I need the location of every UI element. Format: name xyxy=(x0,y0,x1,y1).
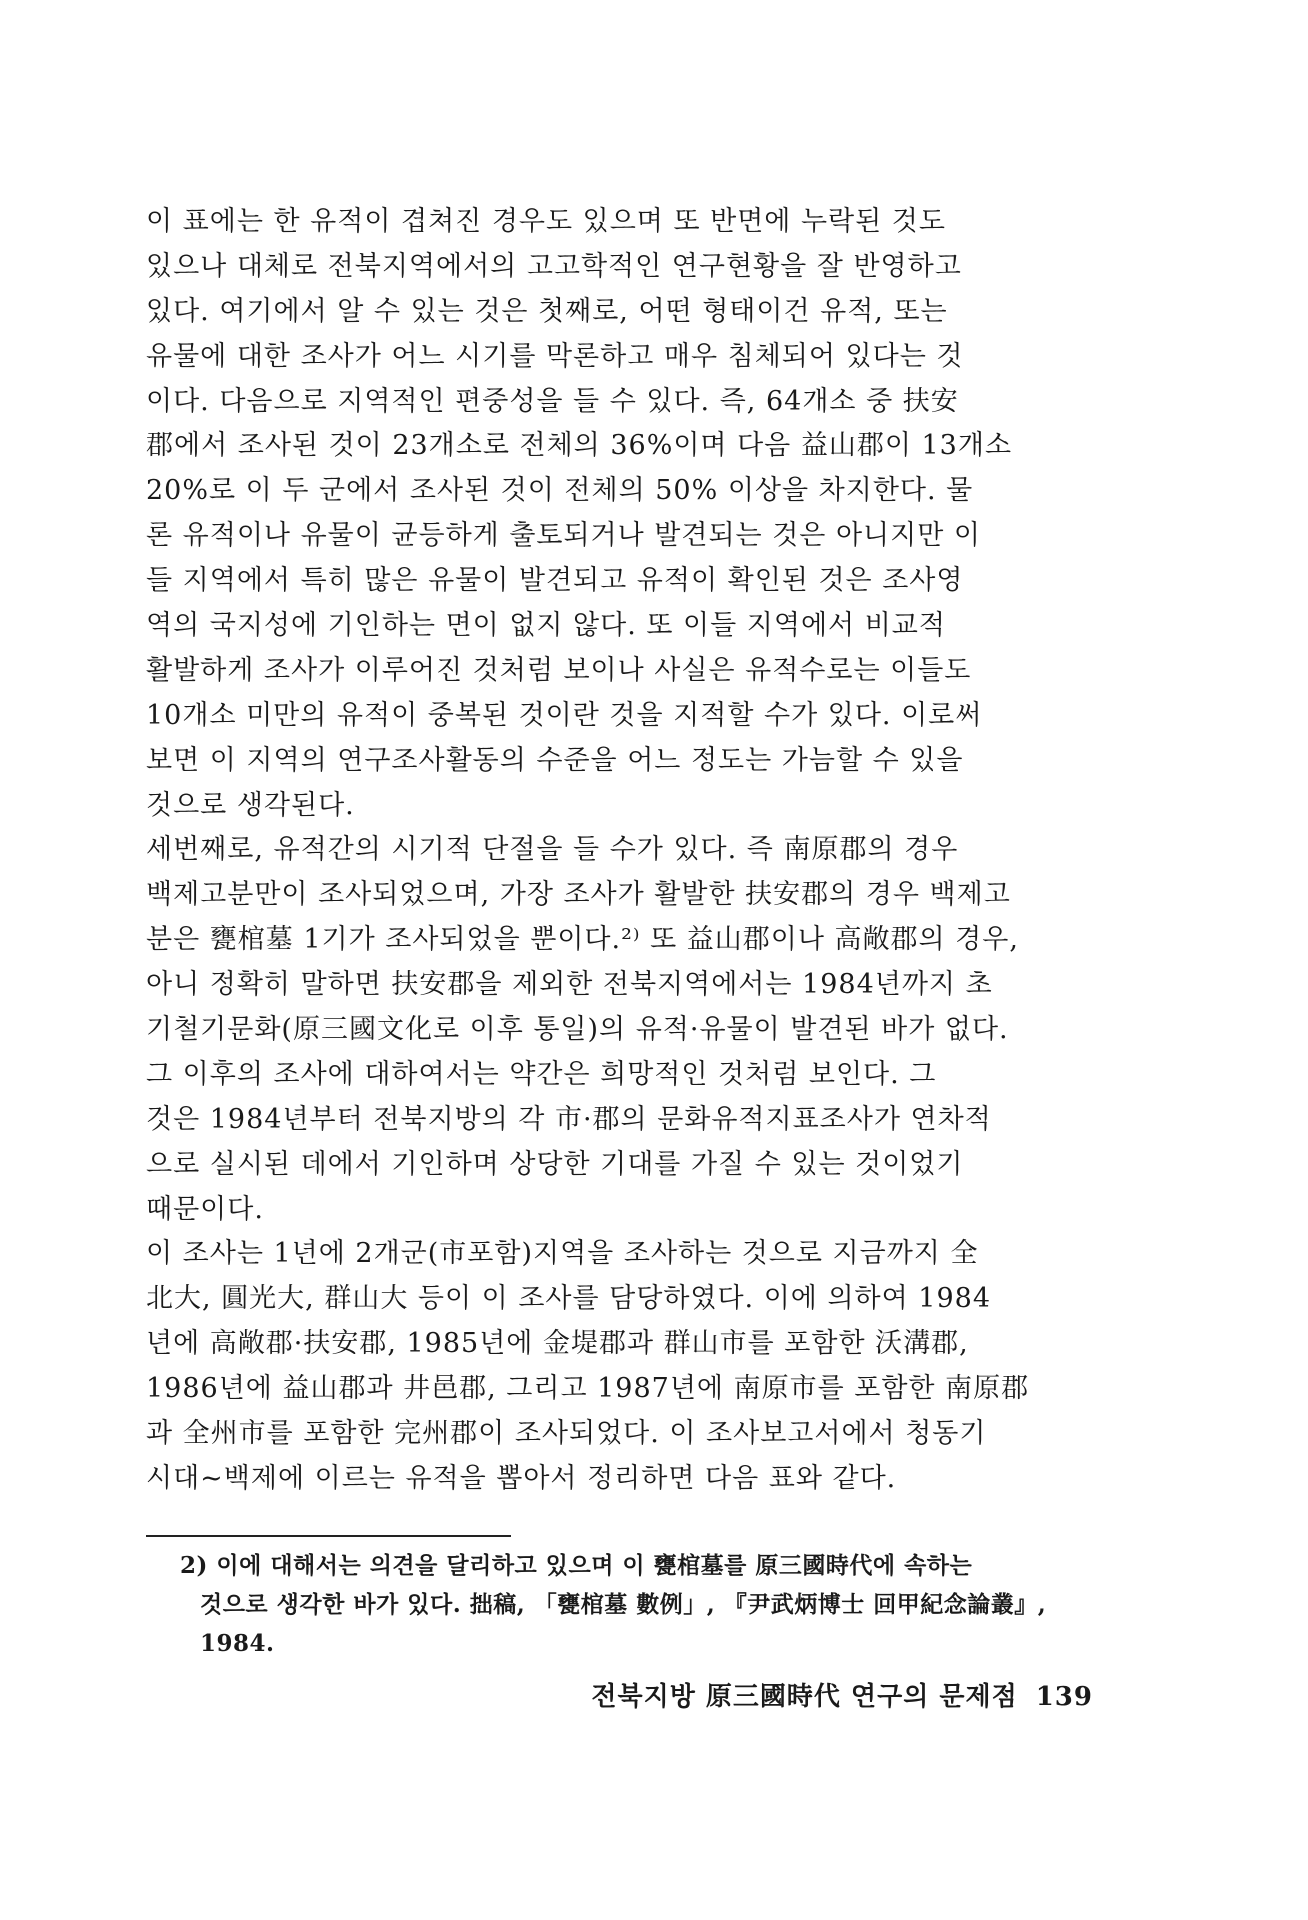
body-line: 北大, 圓光大, 群山大 등이 이 조사를 담당하였다. 이에 의하여 1984 xyxy=(146,1283,992,1315)
body-line: 이 조사는 1년에 2개군(市포함)지역을 조사하는 것으로 지금까지 全 xyxy=(146,1238,979,1270)
body-line: 20%로 이 두 군에서 조사된 것이 전체의 50% 이상을 차지한다. 물 xyxy=(146,475,974,507)
body-line: 백제고분만이 조사되었으며, 가장 조사가 활발한 扶安郡의 경우 백제고 xyxy=(146,879,1011,911)
footnote-line: 2) 이에 대해서는 의견을 달리하고 있으며 이 甕棺墓를 原三國時代에 속하는 xyxy=(180,1552,973,1579)
body-line: 때문이다. xyxy=(146,1193,264,1225)
body-line: 있다. 여기에서 알 수 있는 것은 첫째로, 어떤 형태이건 유적, 또는 xyxy=(146,295,948,327)
body-line: 것은 1984년부터 전북지방의 각 市·郡의 문화유적지표조사가 연차적 xyxy=(146,1103,992,1135)
body-line: 이 표에는 한 유적이 겹쳐진 경우도 있으며 또 반면에 누락된 것도 xyxy=(146,206,946,237)
body-line: 기철기문화(原三國文化로 이후 통일)의 유적·유물이 발견된 바가 없다. xyxy=(146,1014,1009,1046)
body-line: 1986년에 益山郡과 井邑郡, 그리고 1987년에 南原市를 포함한 南原郡 xyxy=(146,1373,1030,1405)
body-line: 과 全州市를 포함한 完州郡이 조사되었다. 이 조사보고서에서 청동기 xyxy=(146,1418,987,1450)
body-line: 郡에서 조사된 것이 23개소로 전체의 36%이며 다음 益山郡이 13개소 xyxy=(146,430,1013,462)
body-line: 이다. 다음으로 지역적인 편중성을 들 수 있다. 즉, 64개소 중 扶安 xyxy=(146,385,959,417)
footnote-line: 것으로 생각한 바가 있다. 拙稿, 「甕棺墓 數例」, 『尹武炳博士 回甲紀念論叢』, xyxy=(200,1591,1047,1618)
body-line: 아니 정확히 말하면 扶安郡을 제외한 전북지역에서는 1984년까지 초 xyxy=(146,969,993,1001)
body-line: 들 지역에서 특히 많은 유물이 발견되고 유적이 확인된 것은 조사영 xyxy=(146,565,964,597)
body-text xyxy=(146,200,1096,1502)
page-number: 139 xyxy=(1035,1682,1093,1712)
body-line: 역의 국지성에 기인하는 면이 없지 않다. 또 이들 지역에서 비교적 xyxy=(146,610,946,642)
body-line: 보면 이 지역의 연구조사활동의 수준을 어느 정도는 가늠할 수 있을 xyxy=(146,744,964,776)
body-line: 론 유적이나 유물이 균등하게 출토되거나 발견되는 것은 아니지만 이 xyxy=(146,520,981,552)
body-line: 있으나 대체로 전북지역에서의 고고학적인 연구현황을 잘 반영하고 xyxy=(146,250,962,282)
body-line: 것으로 생각된다. xyxy=(146,789,355,821)
body-line: 유물에 대한 조사가 어느 시기를 막론하고 매우 침체되어 있다는 것 xyxy=(146,340,964,372)
body-line: 으로 실시된 데에서 기인하며 상당한 기대를 가질 수 있는 것이었기 xyxy=(146,1148,964,1180)
body-line: 10개소 미만의 유적이 중복된 것이란 것을 지적할 수가 있다. 이로써 xyxy=(146,699,983,731)
body-line: 시대~백제에 이르는 유적을 뽑아서 정리하면 다음 표와 같다. xyxy=(146,1462,897,1494)
footnote-line: 1984. xyxy=(200,1630,275,1657)
body-line: 세번째로, 유적간의 시기적 단절을 들 수가 있다. 즉 南原郡의 경우 xyxy=(146,834,959,866)
footnote-divider xyxy=(146,1535,511,1537)
body-line: 그 이후의 조사에 대하여서는 약간은 희망적인 것처럼 보인다. 그 xyxy=(146,1058,937,1090)
body-line: 분은 甕棺墓 1기가 조사되었을 뿐이다.²⁾ 또 益山郡이나 高敞郡의 경우, xyxy=(146,924,1019,956)
footnote xyxy=(180,1546,1110,1663)
body-line: 년에 高敞郡·扶安郡, 1985년에 金堤郡과 群山市를 포함한 沃溝郡, xyxy=(146,1328,969,1360)
running-footer xyxy=(591,1676,1093,1713)
body-line: 활발하게 조사가 이루어진 것처럼 보이나 사실은 유적수로는 이들도 xyxy=(146,654,972,686)
running-title: 전북지방 原三國時代 연구의 문제점 xyxy=(591,1682,1018,1712)
